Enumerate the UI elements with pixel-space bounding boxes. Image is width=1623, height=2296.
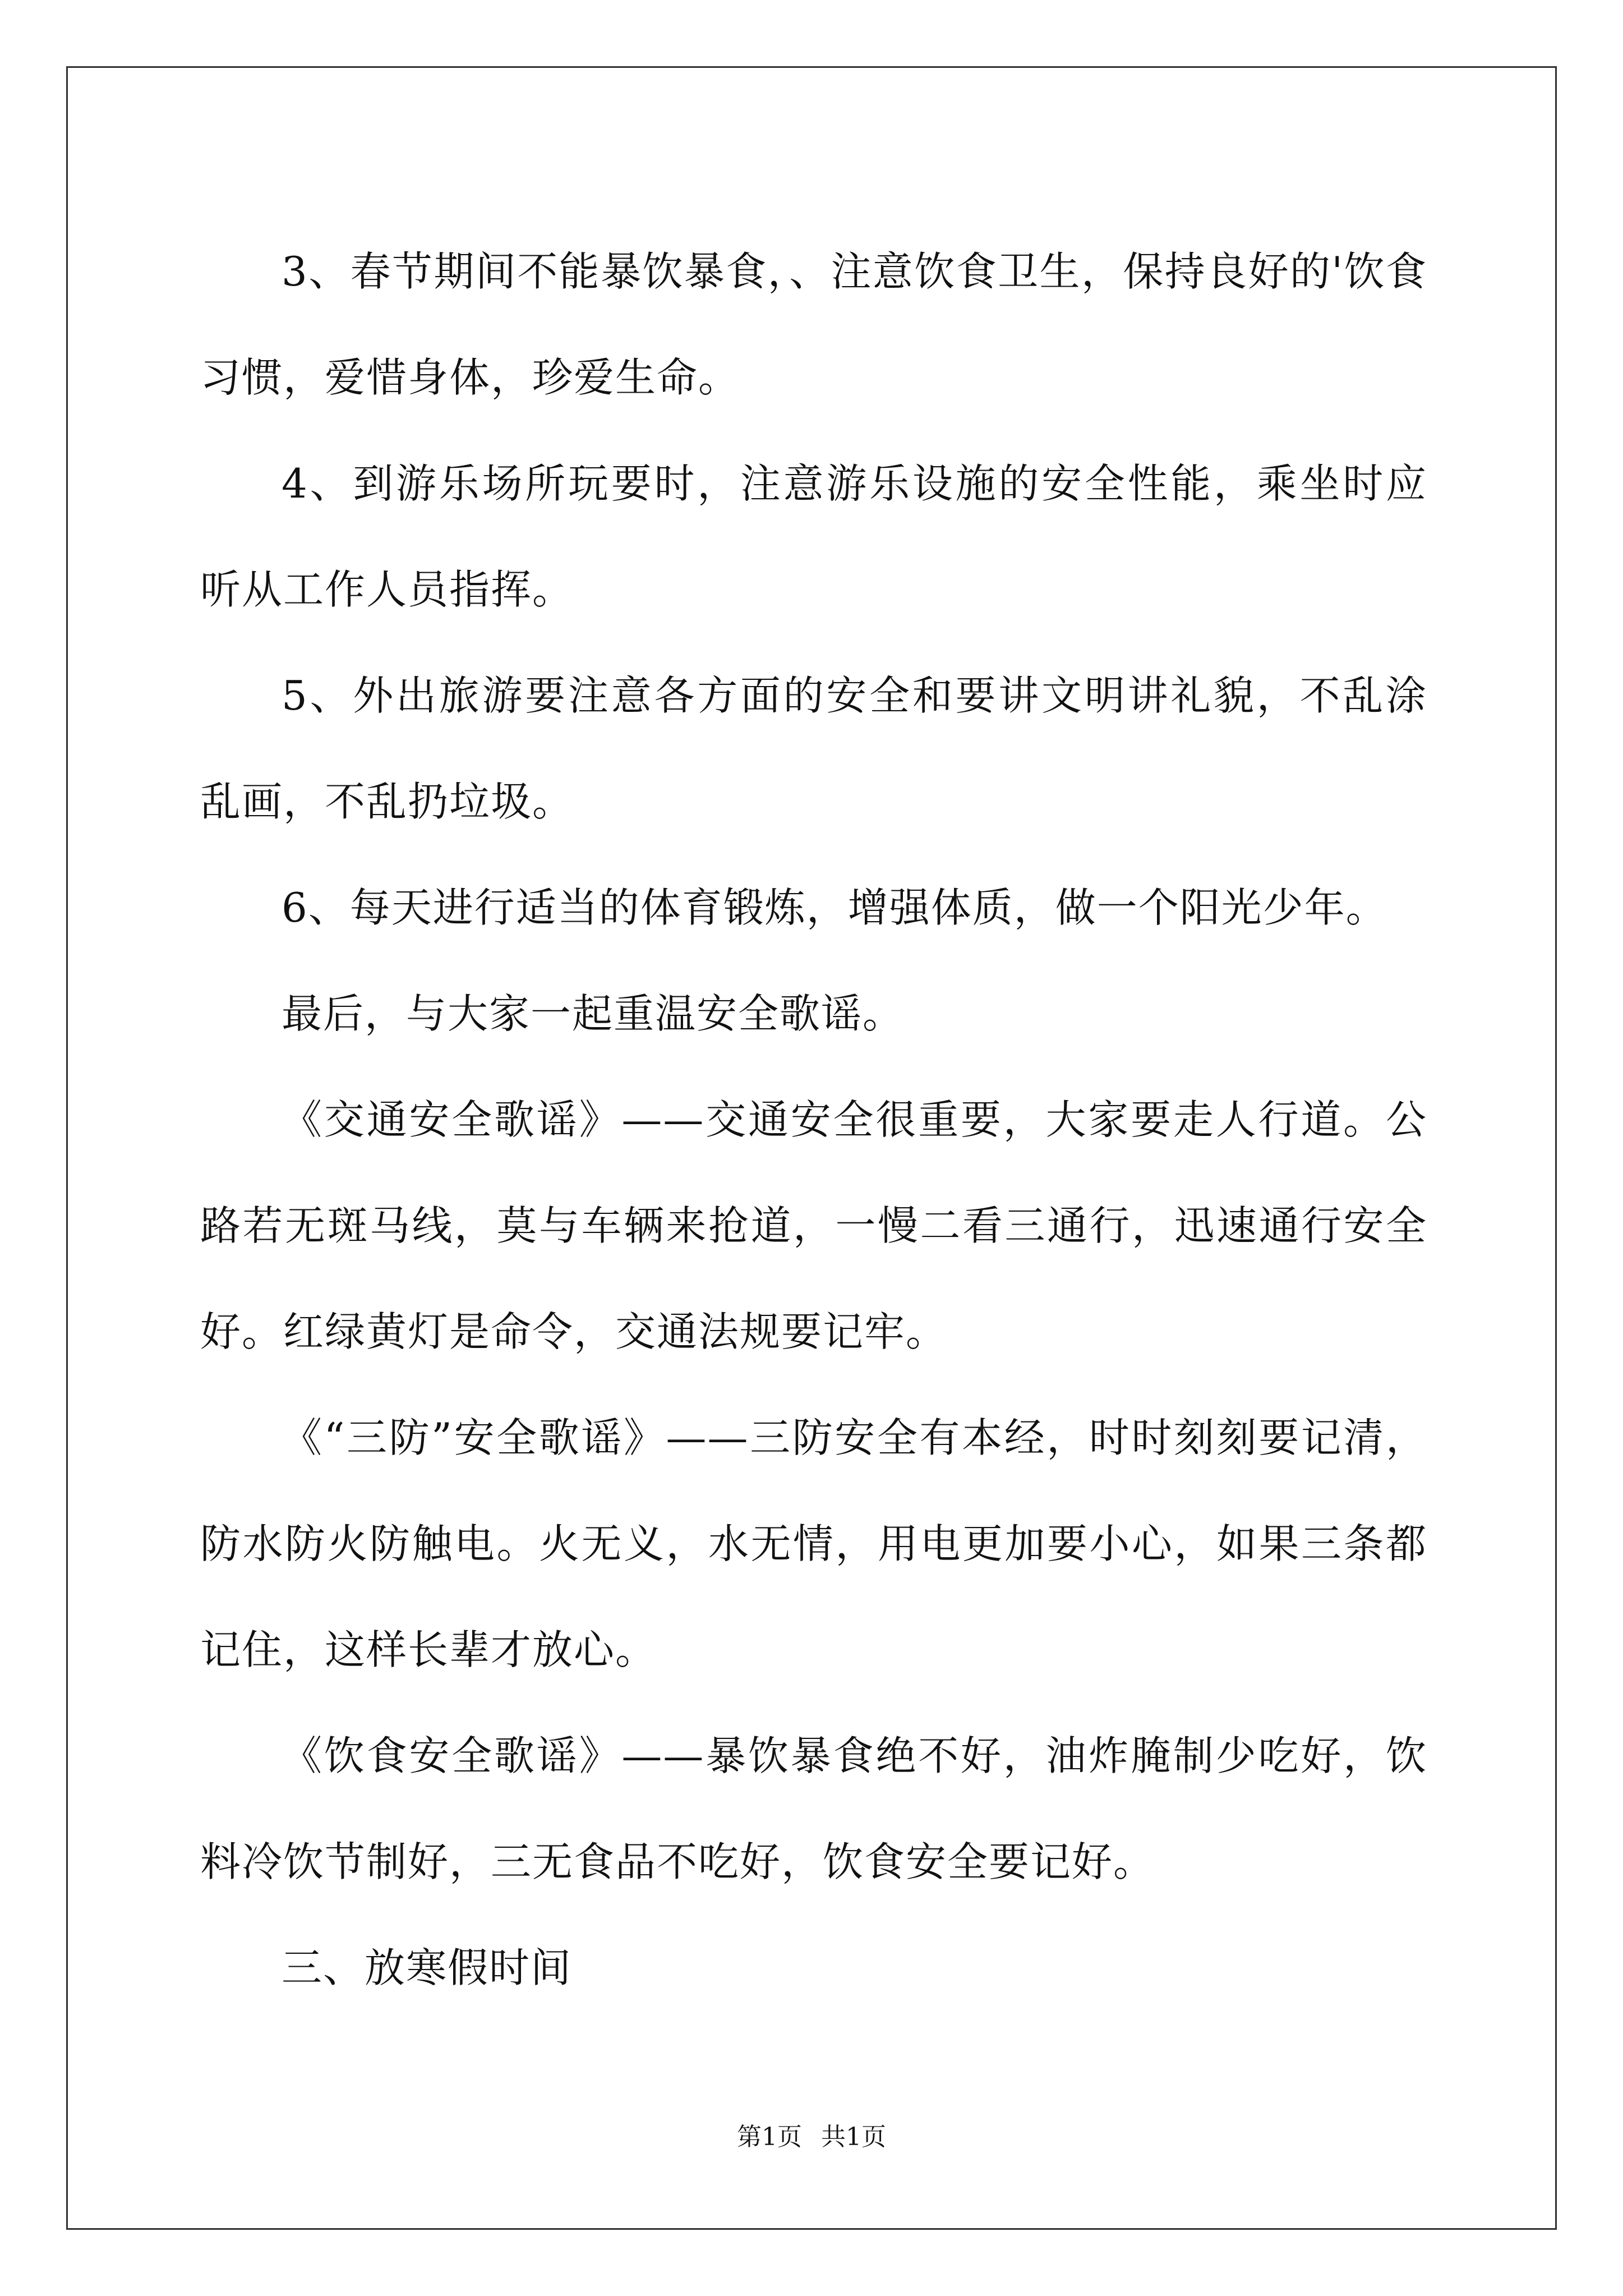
section-heading-winter-break-time: 三、放寒假时间: [282, 1944, 573, 1991]
paragraph-food-safety-ballad: 《饮食安全歌谣》——暴饮暴食绝不好，油炸腌制少吃好，饮料冷饮节制好，三无食品不吃好，饮食安全要记好。: [200, 1732, 1427, 1885]
page-footer: [0, 2120, 1623, 2154]
paragraph-traffic-ballad: 《交通安全歌谣》——交通安全很重要，大家要走人行道。公路若无斑马线，莫与车辆来抢道，一慢二看三通行，迅速通行安全好。红绿黄灯是命令，交通法规要记牢。: [200, 1096, 1427, 1355]
paragraph-closing-intro: 最后，与大家一起重温安全歌谣。: [282, 990, 905, 1037]
paragraph-rule-3: 3、春节期间不能暴饮暴食，、注意饮食卫生，保持良好的'饮食习惯，爱惜身体，珍爱生命。: [200, 248, 1427, 401]
paragraph-rule-5: 5、外出旅游要注意各方面的安全和要讲文明讲礼貌，不乱涂乱画，不乱扔垃圾。: [200, 672, 1427, 825]
page-total: 共1页: [821, 2123, 886, 2151]
page-number: 第1页: [737, 2123, 802, 2151]
paragraph-rule-6: 6、每天进行适当的体育锻炼，增强体质，做一个阳光少年。: [282, 884, 1387, 931]
paragraph-rule-4: 4、到游乐场所玩要时，注意游乐设施的安全性能，乘坐时应听从工作人员指挥。: [200, 460, 1427, 613]
paragraph-three-prevention-ballad: 《“三防”安全歌谣》——三防安全有本经，时时刻刻要记清，防水防火防触电。火无义，水无情，用电更加要小心，如果三条都记住，这样长辈才放心。: [200, 1414, 1427, 1673]
document-body: [200, 219, 1427, 2021]
